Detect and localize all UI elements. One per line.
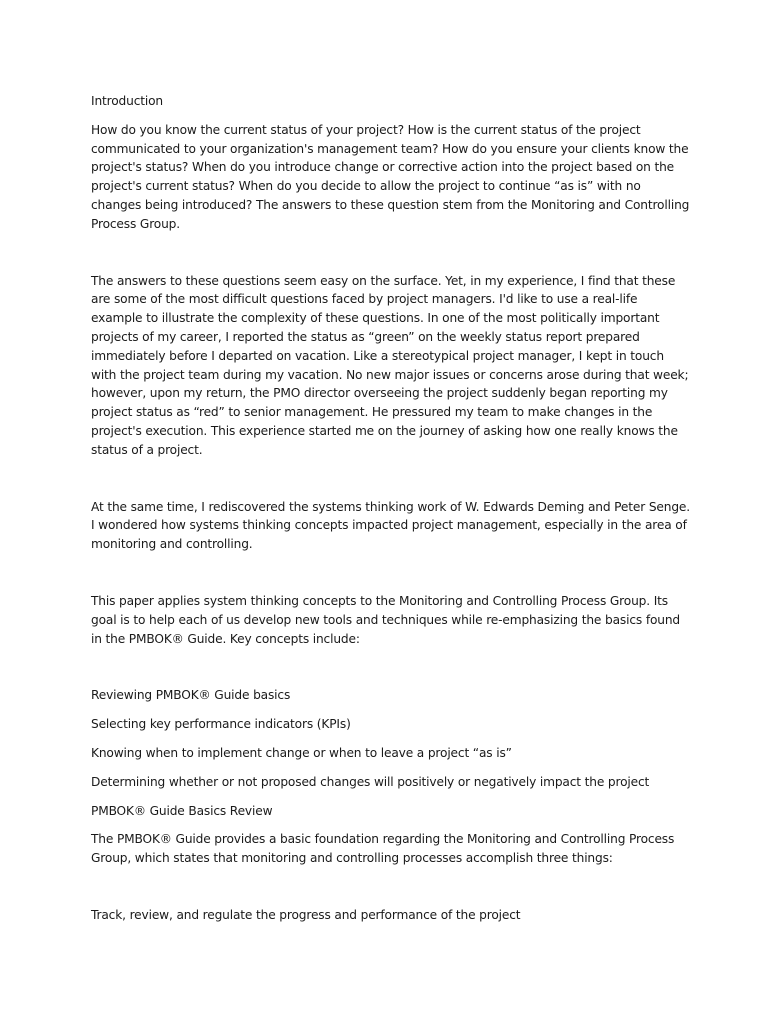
section-title-introduction: Introduction	[91, 94, 164, 108]
paragraph-4: This paper applies system thinking concepts to the Monitoring and Controlling Process Group. Its goal is to help each of us develop new tools and techniques while re-emphasizing the basics found in the PMBOK® Guide. Key concepts include:	[91, 593, 681, 646]
key-concept-item: Reviewing PMBOK® Guide basics	[91, 688, 291, 703]
paragraph-3: At the same time, I rediscovered the systems thinking work of W. Edwards Deming and Peter Senge. I wondered how systems thinking concepts impacted project management, especially in the area of monitoring and controlling.	[91, 499, 690, 552]
key-concept-item: Determining whether or not proposed changes will positively or negatively impact the project	[91, 774, 650, 789]
key-concept-item: Knowing when to implement change or when to leave a project “as is”	[91, 745, 512, 760]
section-heading: PMBOK® Guide Basics Review	[91, 803, 273, 818]
key-concept-item: Selecting key performance indicators (KPIs)	[91, 717, 351, 732]
section-paragraph: The PMBOK® Guide provides a basic foundation regarding the Monitoring and Controlling Process Group, which states that monitoring and controlling processes accomplish three things:	[91, 832, 675, 866]
paragraph-2: The answers to these questions seem easy on the surface. Yet, in my experience, I find that these are some of the most difficult questions faced by project managers. I'd like to use a real-life example to illustrate the complexity of these questions. In one of the most politically important projects of my career, I reported the status as “green” on the weekly status report prepared immediately before I departed on vacation. Like a stereotypical project manager, I kept in touch with the project team during my vacation. No new major issues or concerns arose during that week; however, upon my return, the PMO director overseeing the project suddenly began reporting my project status as “red” to senior management. He pressured my team to make changes in the project's execution. This experience started me on the journey of asking how one really knows the status of a project.	[91, 273, 689, 457]
document-body	[91, 92, 691, 925]
paragraph-1: How do you know the current status of your project? How is the current status of the project communicated to your organization's management team? How do you ensure your clients know the project's status? When do you introduce change or corrective action into the project based on the project's current status? When do you decide to allow the project to continue “as is” with no changes being introduced? The answers to these question stem from the Monitoring and Controlling Process Group.	[91, 122, 690, 231]
list-item: Track, review, and regulate the progress and performance of the project	[91, 907, 521, 922]
